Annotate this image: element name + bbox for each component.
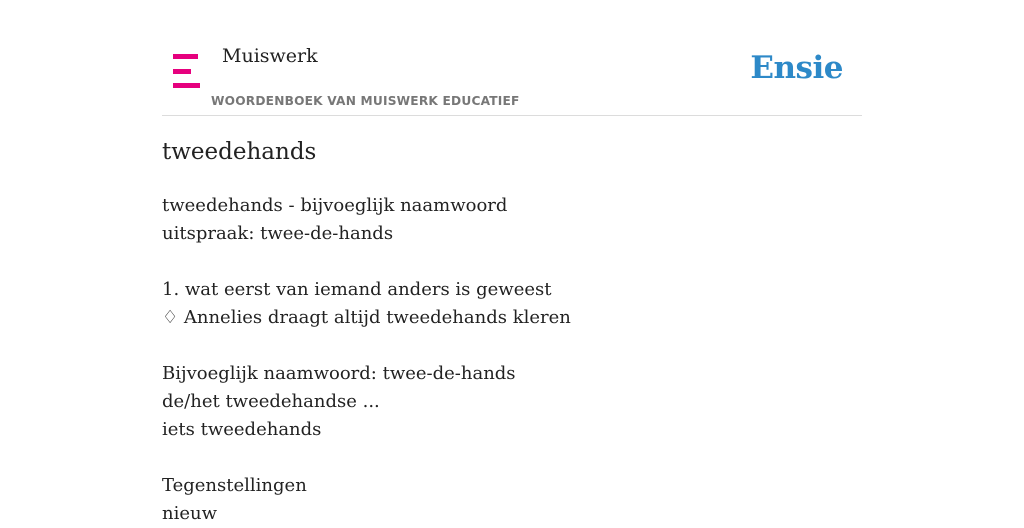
entry-title: tweedehands [162,139,317,165]
entry-line-adjective-form: Bijvoeglijk naamwoord: twee-de-hands [162,363,516,384]
entry-line-blank [162,444,571,472]
entry-line-pronunciation: uitspraak: twee-de-hands [162,223,394,244]
brand-link[interactable] [162,0,522,115]
entry-line-antonym: nieuw [162,503,218,524]
muiswerk-logo-icon [173,54,200,89]
entry-line-example: ♢ Annelies draagt altijd tweedehands kleren [162,307,571,328]
entry-line-blank [162,332,571,360]
content-container [162,0,862,524]
entry-line-usage: iets tweedehands [162,419,322,440]
entry-line-inflection: de/het tweedehandse ... [162,391,380,412]
brand-subtitle: WOORDENBOEK VAN MUISWERK EDUCATIEF [211,94,520,108]
entry-line-blank [162,248,571,276]
brand-name: Muiswerk [222,45,318,67]
ensie-logo[interactable]: Ensie [750,50,843,86]
entry-line-word-class: tweedehands - bijvoeglijk naamwoord [162,195,508,216]
entry-line-antonyms-heading: Tegenstellingen [162,475,307,496]
entry-body [162,192,571,528]
site-header [162,0,862,116]
entry-line-definition: 1. wat eerst van iemand anders is geweest [162,279,552,300]
